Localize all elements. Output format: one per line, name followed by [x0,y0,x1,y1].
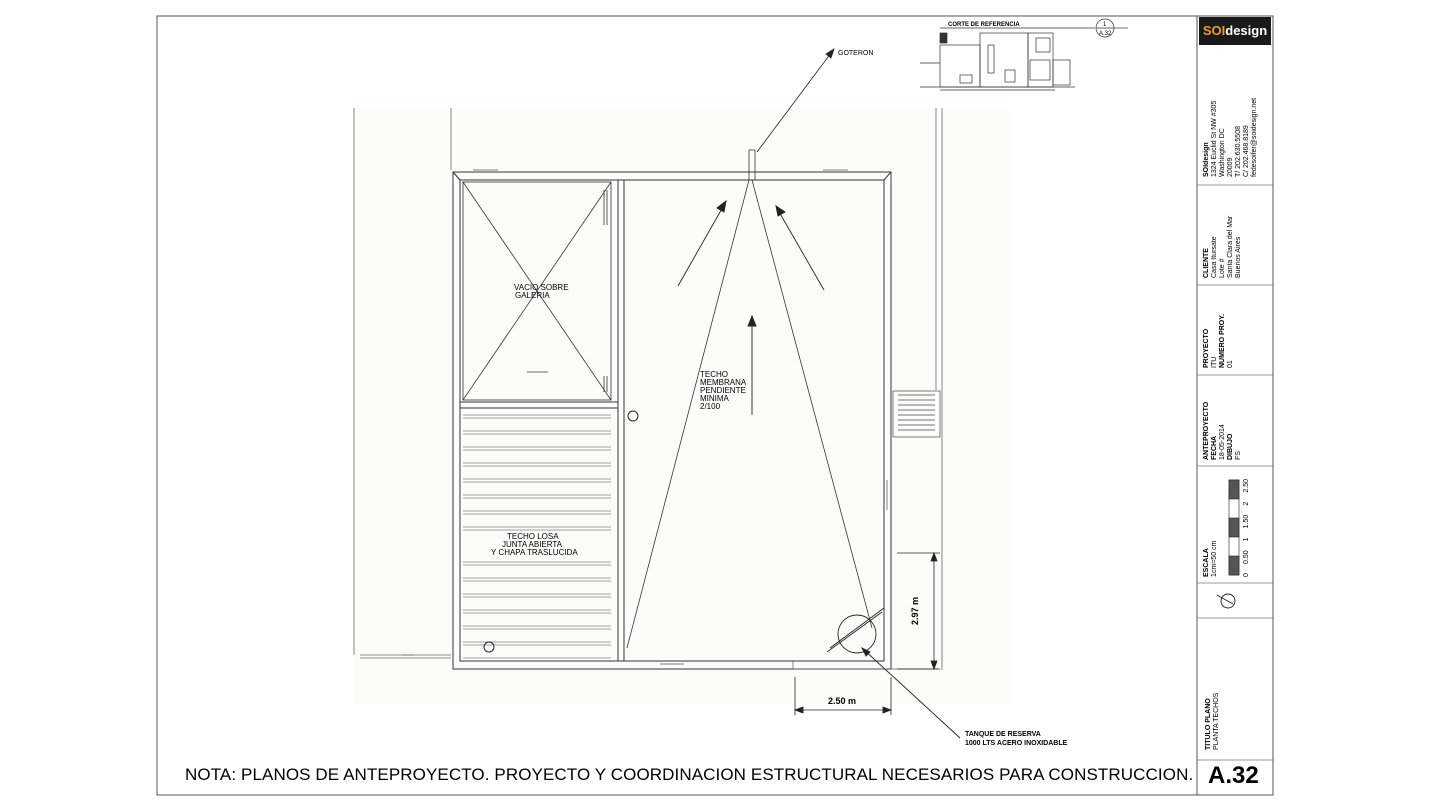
reference-marker-top: 1 [1103,22,1107,28]
dibujo-label: DIBUJO [1227,433,1234,460]
firm-name: SOIdesign [1203,142,1210,177]
scale-tick: 0 [1243,573,1250,577]
firm-email: fedesoifer@soidesign.net [1251,97,1258,177]
tanque-label-2: 1000 LTS ACERO INOXIDABLE [965,740,1068,747]
cliente-info [1203,216,1243,278]
proyecto-info [1203,314,1235,368]
cliente-heading: CLIENTE [1203,248,1210,278]
reference-title: CORTE DE REFERENCIA [948,22,1020,28]
escala-info [1203,541,1219,577]
vacio-label-1: VACIO SOBRE [514,283,569,292]
firm-logo [1199,17,1271,45]
fecha-label: FECHA [1211,435,1218,460]
titulo-info [1205,693,1221,750]
firm-info [1203,98,1259,177]
scale-tick-row [1243,479,1251,577]
escala-heading: ESCALA [1203,548,1210,577]
escala-value: 1cm=50 cm [1211,540,1218,577]
tanque-label-1: TANQUE DE RESERVA [965,731,1041,738]
goteron-label: GOTERON [838,50,874,57]
losa-label-1: TECHO LOSA [507,532,559,541]
firm-phone-c: C/ 202.468.8189 [1243,125,1250,177]
firm-zip: 20009 [1227,157,1234,177]
sheet-number: A.32 [1208,762,1259,789]
cliente-region: Buenos Aires [1235,236,1242,278]
firm-address: 1324 Euclid St NW #305 [1211,100,1218,177]
anteproyecto-heading: ANTEPROYECTO [1203,401,1210,460]
firm-phone-t: T/ 202.630.5508 [1235,126,1242,177]
logo-suffix: design [1225,23,1268,38]
proyecto-name: ITU [1211,356,1218,368]
fecha-value: 18-05-2014 [1219,424,1226,460]
cliente-lot: Lote # [1219,258,1226,278]
dibujo-value: FS [1235,451,1242,460]
proyecto-heading: PROYECTO [1203,328,1210,368]
escala-ticks [1243,479,1251,577]
reference-thumbnail [920,19,1128,90]
dimension-horizontal: 2.50 m [828,696,857,706]
techo-label-1: TECHO [700,370,728,379]
scale-bar [1229,480,1239,575]
cliente-name: Casa Itursate [1211,236,1218,278]
reference-marker-bottom: A.32 [1099,31,1112,37]
scale-tick: 0.50 [1243,550,1250,565]
losa-label-2: JUNTA ABIERTA [502,540,563,549]
proyecto-number-label: NUMERO PROY. [1219,313,1226,368]
firm-city: Washington DC [1219,128,1226,177]
titulo-value: PLANTA TECHOS [1213,692,1220,750]
techo-label-2: MEMBRANA [700,378,747,387]
proyecto-number: 01 [1227,360,1234,368]
techo-label-5: 2/100 [700,402,721,411]
titulo-heading: TITULO PLANO [1205,698,1212,750]
dimension-vertical: 2.97 m [910,596,920,625]
anteproyecto-info [1203,402,1243,460]
vacio-label-2: GALERIA [515,291,550,300]
scale-tick: 2 [1243,501,1250,506]
techo-label-3: PENDIENTE [700,386,746,395]
scale-tick: 1.50 [1243,514,1250,529]
construction-note: NOTA: PLANOS DE ANTEPROYECTO. PROYECTO Y COORDINACION ESTRUCTURAL NECESARIOS PARA CONSTRUCCION. [185,765,1194,784]
logo-prefix: SOI [1202,23,1226,38]
techo-label-4: MINIMA [700,394,729,403]
north-arrow-icon [1217,594,1235,608]
cliente-place: Santa Clara del Mar [1227,215,1234,278]
losa-label-3: Y CHAPA TRASLUCIDA [491,548,578,557]
scale-tick: 1 [1243,537,1250,542]
scale-tick: 2.50 [1243,479,1250,493]
